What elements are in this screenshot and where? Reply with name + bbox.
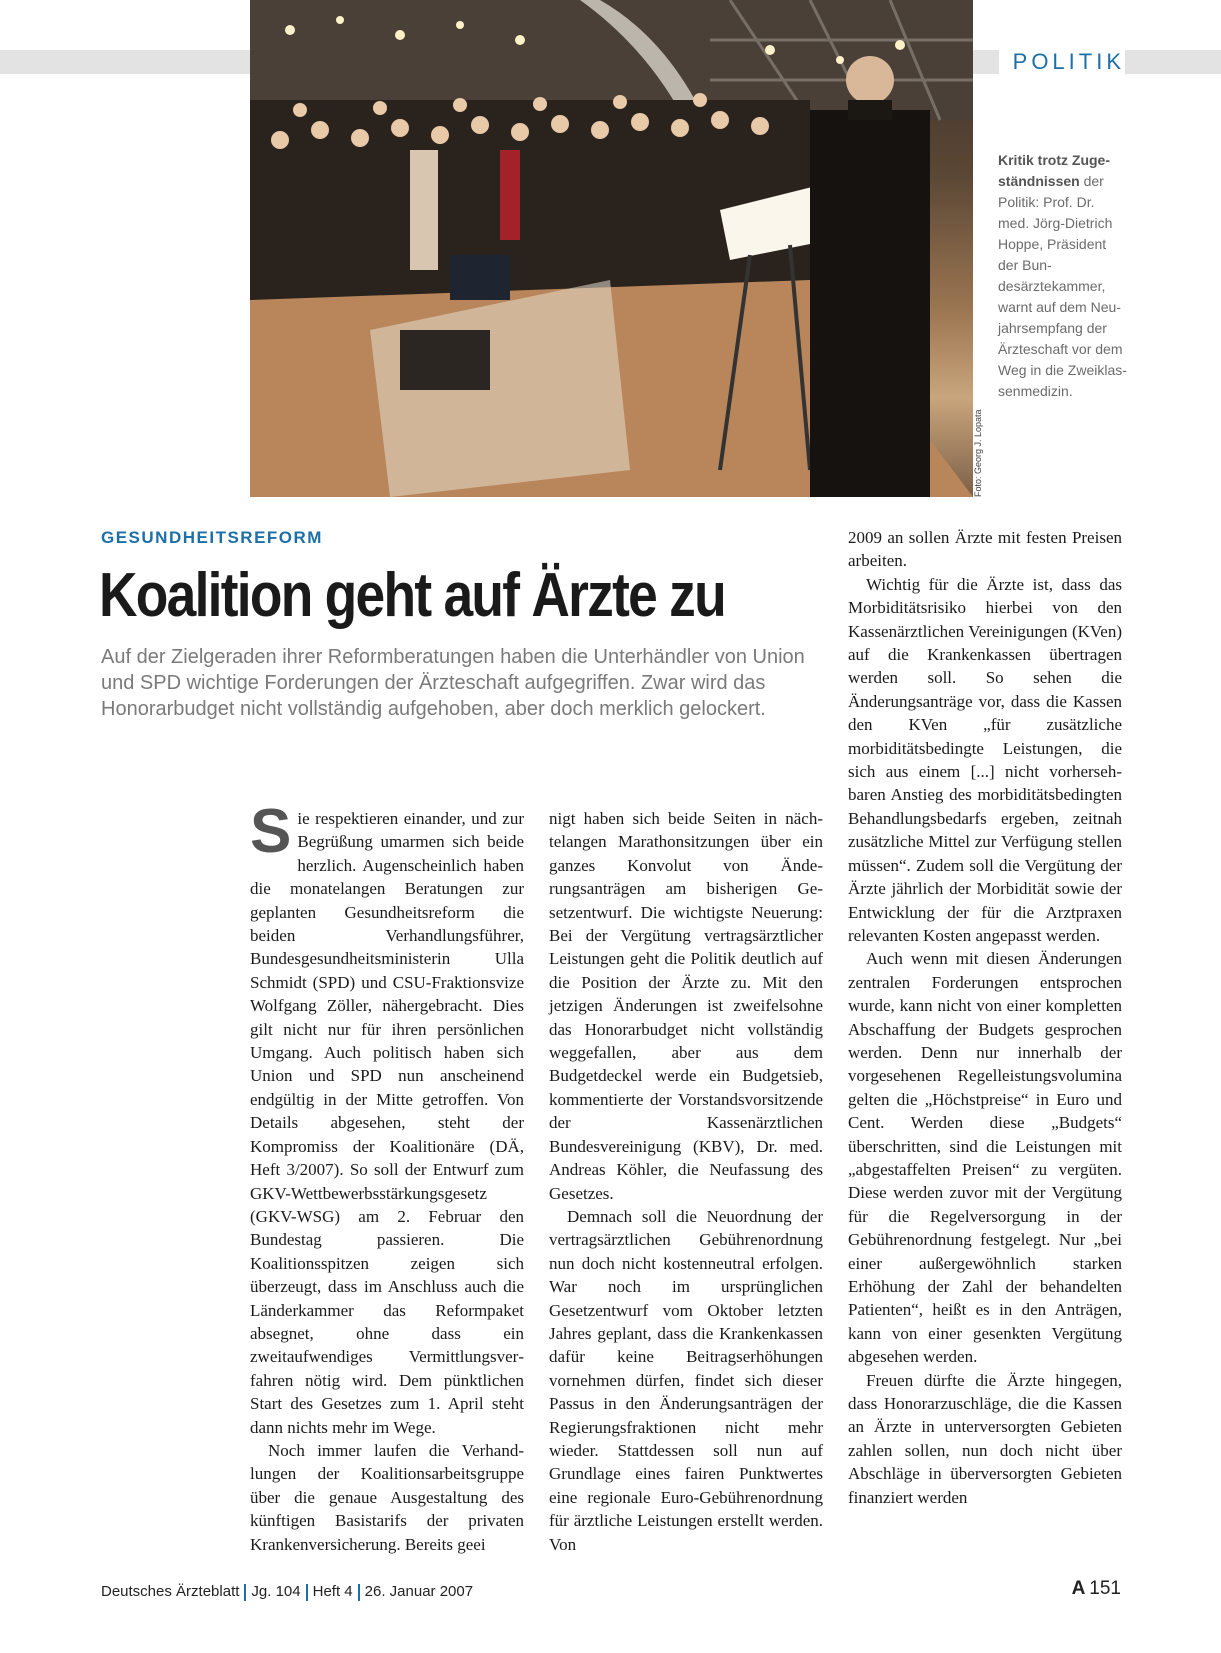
section-label: POLITIK [999,48,1125,76]
footer-separator [358,1584,360,1601]
body-column-2 [549,807,823,1556]
body-paragraph [250,797,524,1439]
issue-date: 26. Januar 2007 [364,1583,474,1600]
page-number-value: 151 [1089,1578,1121,1599]
caption-text: der Politik: Prof. Dr. med. Jörg-Dietrich Hoppe, Präsident der Bundesärztekammer, warnt auf dem Neujahrsempfang der Ärzteschaft vor dem Weg in die Zweiklassenmedizin. [998,173,1127,399]
body-paragraph: Wichtig für die Ärzte ist, dass das Morbiditätsrisiko hierbei von den Kassenärztlichen Vereinigungen (KVen) auf die Krankenkassen übertragen werden soll. So sehen die Änderungsanträge vor, dass die Kassen den KVen „für zusätzliche morbiditätsbedingte Leistungen, die sich aus einem [...] nicht vorhersehbaren Anstieg des morbiditätsbedingten Behandlungsbedarfs ergeben, zeitnah zusätzliche Mittel zur Verfügung stellen müssen“. Zudem soll die Vergütung der Ärzte jährlich der Morbidität sowie der Entwicklung der für die Arztpraxen relevanten Kosten angepasst werden. [848,574,1122,945]
page-prefix: A [1071,1578,1086,1599]
footer-separator [244,1584,246,1601]
article-headline: Koalition geht auf Ärzte zu [99,561,725,630]
journal-volume: Jg. 104 [251,1583,301,1600]
body-column-3 [848,526,1122,1509]
journal-name: Deutsches Ärzteblatt [101,1583,240,1600]
photo-caption [998,150,1128,402]
footer-separator [306,1584,308,1601]
journal-issue: Heft 4 [312,1583,353,1600]
page-footer [101,1583,473,1601]
photo-credit: Foto: Georg J. Lopata [973,409,983,497]
body-text: ie respektieren einander, und zur Begrüßung umarmen sich beide herzlich. Augenscheinlich haben die monatelangen Beratungen zur geplanten Gesundheitsreform die beiden Verhandlungsführer, Bundesgesundheitsministerin Ulla Schmidt (SPD) und CSU-Fraktionsvize Wolfgang Zöller, nähergebracht. Dies gilt nicht nur für ihren persönlichen Umgang. Auch politisch haben sich Union und SPD nun anscheinend endgültig in der Mitte getroffen. Von Details abgesehen, steht der Kompromiss der Koalitionäre (DÄ, Heft 3/2007). So soll der Entwurf zum GKV-Wettbewerbsstärkungsgesetz (GKV-WSG) am 2. Februar den Bundestag passieren. Die Koalitionsspitzen zeigen sich überzeugt, dass im Anschluss auch die Länderkammer das Reformpaket absegnet, ohne dass ein zweitaufwendiges Vermittlungsverfahren nötig wird. Dem pünktlichen Start des Gesetzes zum 1. April steht dann nichts mehr im Wege. [250,809,524,1437]
page-number [1072,1578,1121,1600]
drop-cap: S [250,797,292,866]
article-kicker: GESUNDHEITSREFORM [101,528,323,547]
body-paragraph: Noch immer laufen die Verhandlungen der Koalitionsarbeitsgruppe über die genaue Ausgestaltung des künftigen Basistarifs der privaten Krankenversicherung. Bereits geei [250,1440,524,1554]
body-paragraph: Auch wenn mit diesen Änderungen zentralen Forderungen entsprochen wurde, kann nicht von einer kompletten Abschaffung der Budgets gesprochen werden. Denn nur innerhalb der vorgesehenen Regelleistungsvolumina gelten die „Höchstpreise“ in Euro und Cent. Werden diese „Budgets“ überschritten, sind die Leistungen mit „abgestaffelten Preisen“ zu vergüten. Diese werden zuvor mit der Vergütung für die Regelversorgung in der Gebührenordnung festgelegt. Nur „bei einer außergewöhnlich starken Erhöhung der Zahl der behandelten Patienten“, heißt es in den Anträgen, kann von einer gesenkten Vergütung abgesehen werden. [848,949,1122,1367]
caption-bold-lead: Kritik trotz Zugeständnissen [998,152,1111,189]
body-paragraph: Freuen dürfte die Ärzte hingegen, dass Honorarzuschläge, die die Kassen an Ärzte in unterversorgten Gebieten zahlen sollen, nun doch nicht über Abschläge in überversorgten Gebieten finanziert werden [848,1370,1122,1507]
body-paragraph: nigt haben sich beide Seiten in nächtelangen Marathonsitzungen über ein ganzes Konvolut von Änderungsanträgen am bisherigen Gesetzentwurf. Die wichtigste Neuerung: Bei der Vergütung vertragsärztlicher Leistungen geht die Politik deutlich auf die Position der Ärzte zu. Mit den jetzigen Änderungen ist zweifelsohne das Honorarbudget nicht vollständig weggefallen, aber aus dem Budgetdeckel werde ein Budgetsieb, kommentierte der Vorstandsvorsitzende der Kassenärztlichen Bundesvereinigung (KBV), Dr. med. Andreas Köhler, die Neufassung des Gesetzes. [549,809,823,1203]
event-photo [250,0,973,497]
body-column-1 [250,797,524,1556]
body-paragraph: Demnach soll die Neuordnung der vertragsärztlichen Gebührenordnung nun doch nicht kostenneutral erfolgen. War noch im ursprünglichen Gesetzentwurf vom Oktober letzten Jahres geplant, dass die Krankenkassen dafür keine Beitragserhöhungen vornehmen dürfen, findet sich dieser Passus in den Änderungsanträgen der Regierungsfraktionen nicht mehr wieder. Stattdessen soll nun auf Grundlage eines fairen Punktwertes eine regionale Euro-Gebührenordnung für ärztliche Leistungen erstellt werden. Von [549,1206,823,1554]
body-paragraph: 2009 an sollen Ärzte mit festen Preisen arbeiten. [848,528,1122,571]
article-lead: Auf der Zielgeraden ihrer Reformberatungen haben die Unterhändler von Union und SPD wichtige Forderungen der Ärzteschaft aufgegriffen. Zwar wird das Honorarbudget nicht vollständig aufgehoben, aber doch merklich gelockert. [101,646,805,720]
